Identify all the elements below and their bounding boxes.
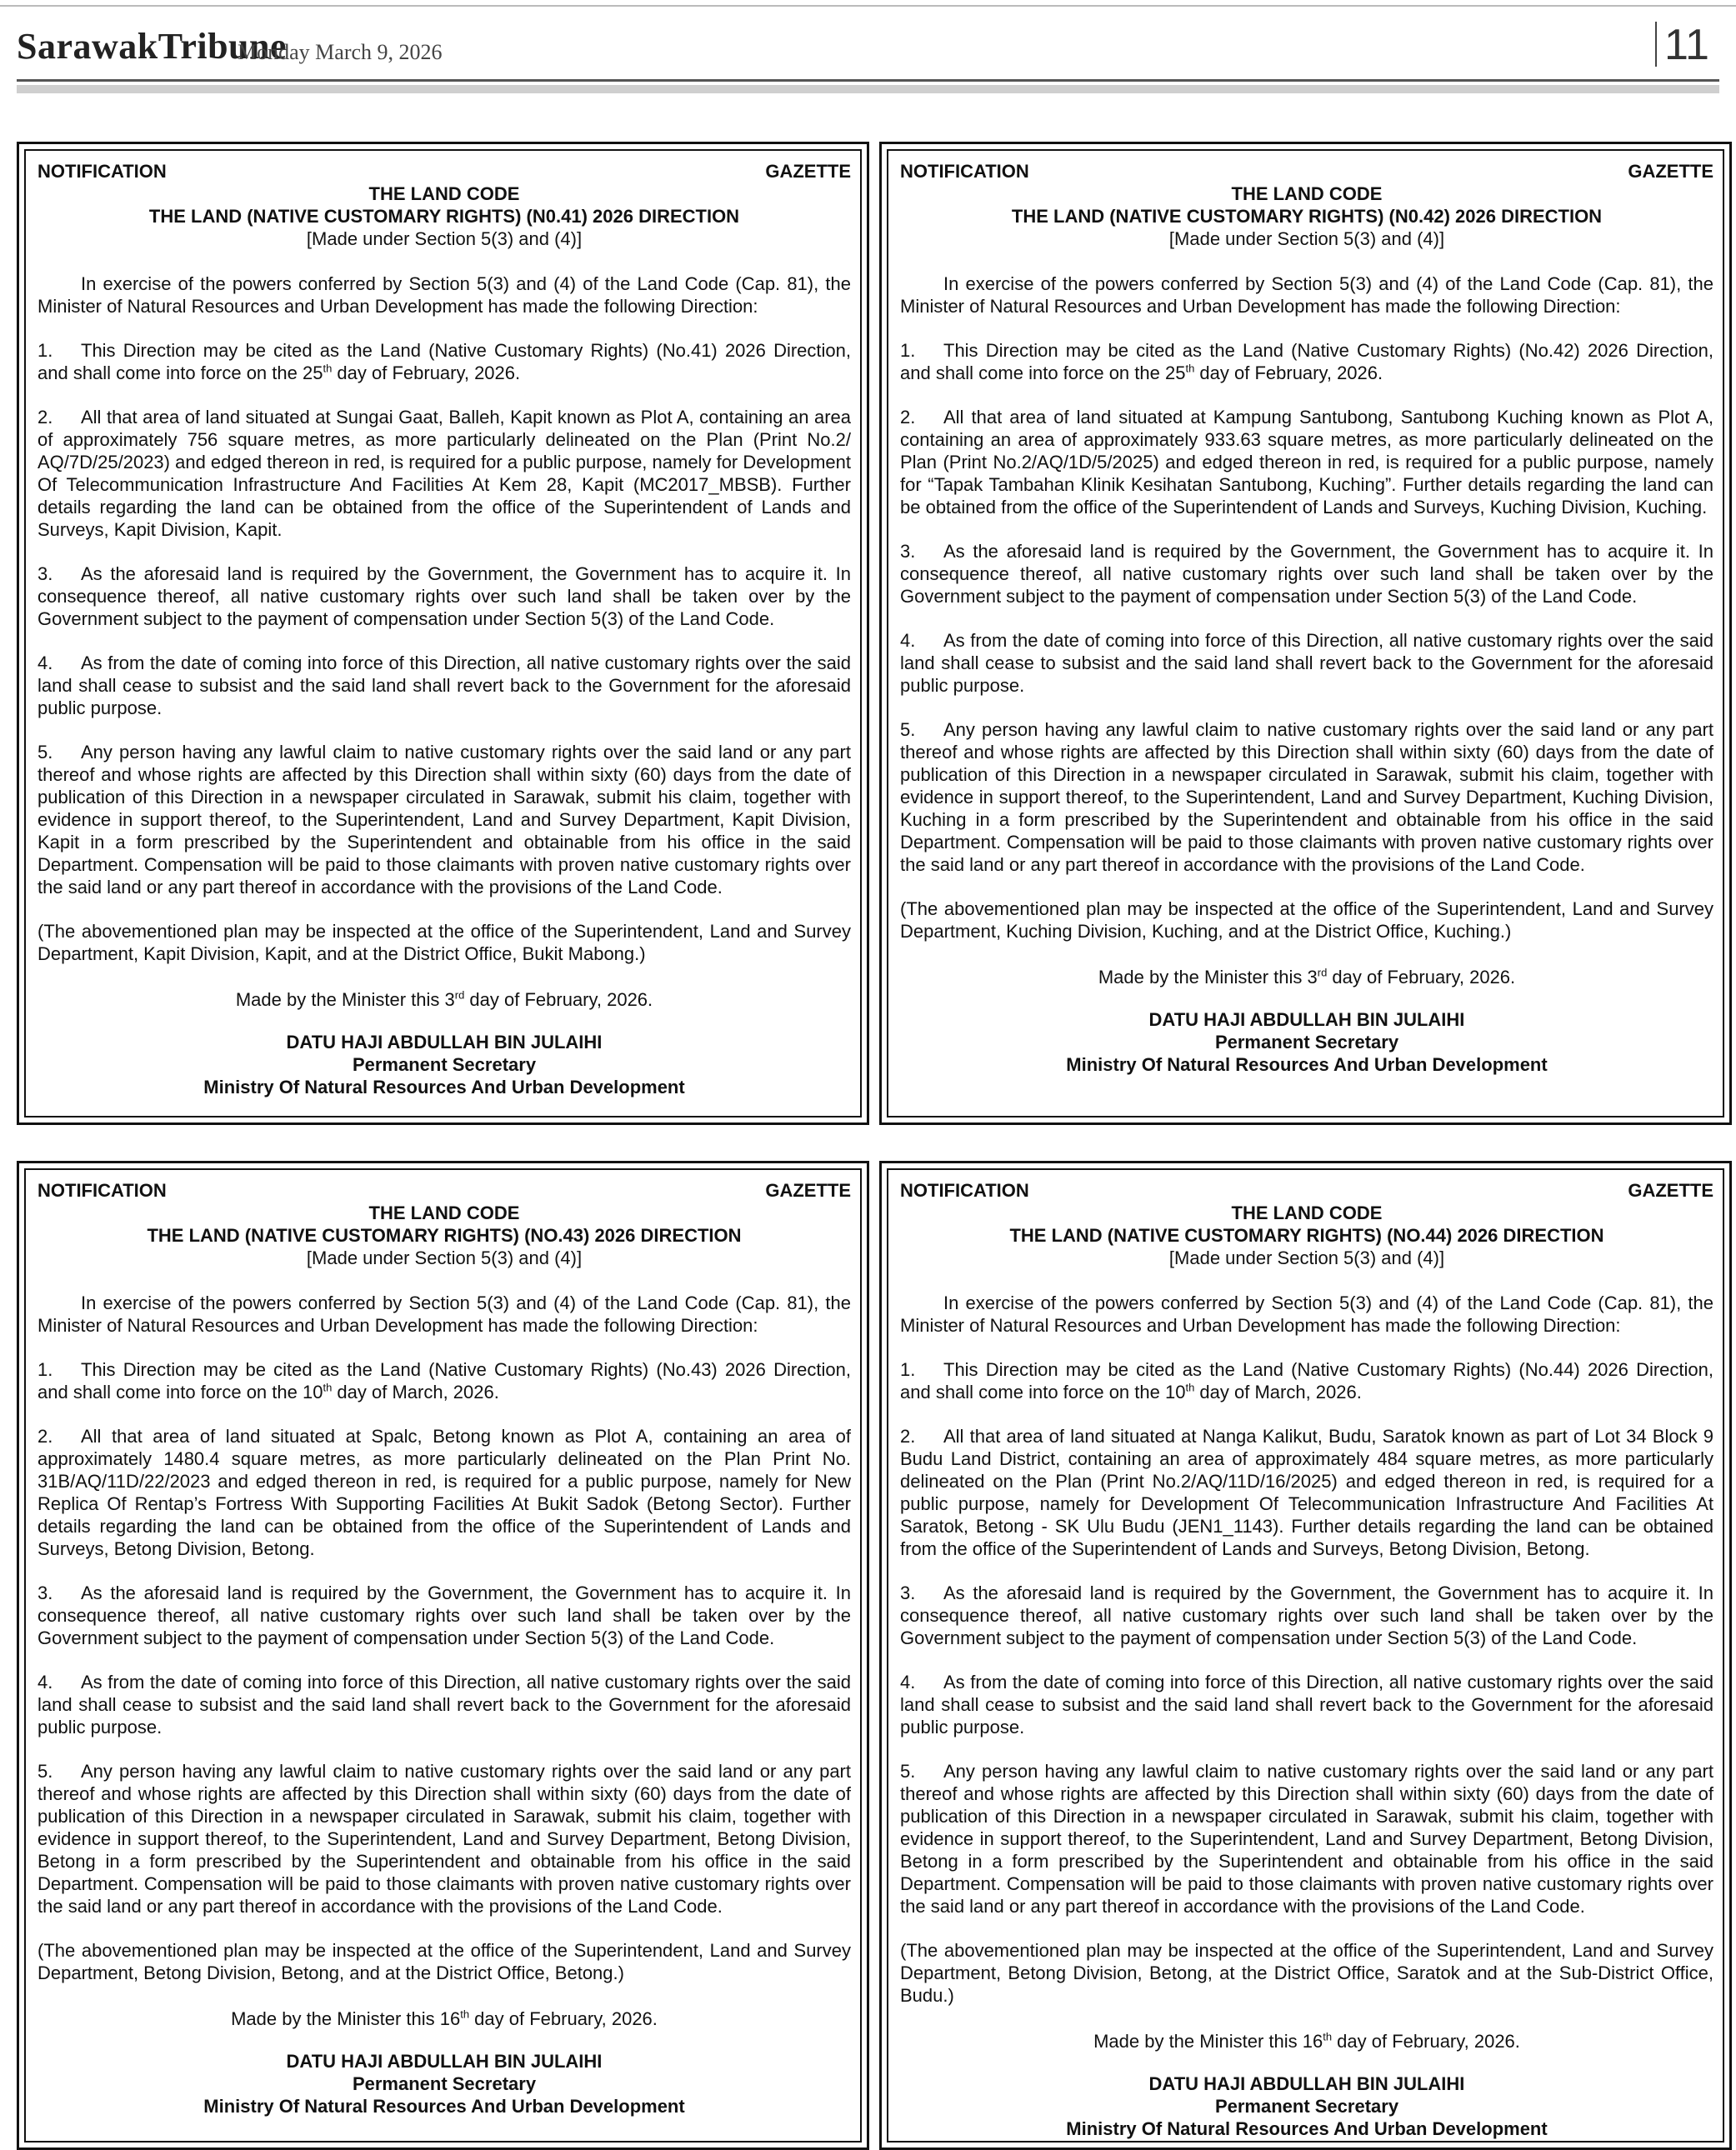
header-rule	[17, 79, 1719, 82]
signatory-title: Permanent Secretary	[1214, 1032, 1399, 1052]
plan-inspection-note: (The abovementioned plan may be inspected at the office of the Superintendent, Land and Survey Department, Betong Division, Betong, and at the District Office, Betong.)	[38, 1940, 851, 1983]
paragraph-text: This Direction may be cited as the Land (Native Customary Rights) (No.42) 2026 Direction, and shall come into force on the 25	[900, 340, 1713, 383]
paragraph-1	[900, 1358, 1713, 1403]
signatory-ministry: Ministry Of Natural Resources And Urban Development	[1066, 2118, 1548, 2139]
paragraph-4	[38, 652, 851, 719]
gazette-label: GAZETTE	[1628, 1180, 1713, 1201]
signatory-name: DATU HAJI ABDULLAH BIN JULAIHI	[286, 1032, 603, 1052]
notice-intro: In exercise of the powers conferred by Section 5(3) and (4) of the Land Code (Cap. 81), the Minister of Natural Resources and Urban Development has made the following Direction:	[38, 1292, 851, 1336]
paragraph-text: As from the date of coming into force of this Direction, all native customary rights over the said land shall cease to subsist and the said land shall revert back to the Government for the aforesaid public purpose.	[38, 652, 851, 718]
paragraph-text-end: day of March, 2026.	[1194, 1382, 1362, 1402]
notice-intro: In exercise of the powers conferred by Section 5(3) and (4) of the Land Code (Cap. 81), the Minister of Natural Resources and Urban Development has made the following Direction:	[900, 1292, 1713, 1336]
signatory-ministry: Ministry Of Natural Resources And Urban Development	[1066, 1054, 1548, 1075]
gazette-label: GAZETTE	[765, 161, 851, 182]
notice-no44	[879, 1161, 1732, 2150]
paragraph-number: 1.	[38, 1359, 53, 1380]
paragraph-text: As from the date of coming into force of this Direction, all native customary rights over the said land shall cease to subsist and the said land shall revert back to the Government for the aforesaid public purpose.	[900, 1672, 1713, 1738]
paragraph-2	[900, 1425, 1713, 1560]
made-by-text-end: day of February, 2026.	[1332, 2031, 1520, 2052]
made-by-text: Made by the Minister this 16	[231, 2008, 461, 2029]
paragraph-number: 1.	[38, 340, 53, 361]
paragraph-text: As from the date of coming into force of this Direction, all native customary rights over the said land shall cease to subsist and the said land shall revert back to the Government for the aforesaid public purpose.	[900, 630, 1713, 696]
paragraph-text-end: day of March, 2026.	[332, 1382, 499, 1402]
paragraph-text-end: day of February, 2026.	[332, 362, 521, 383]
paragraph-3	[38, 1582, 851, 1649]
paragraph-text: All that area of land situated at Nanga Kalikut, Budu, Saratok known as part of Lot 34 Block 9 Budu Land District, containing an area of approximately 484 square metres, as more particularly delineated on the Plan (Print No.2/AQ/11D/16/2025) and edged thereon in red, is required for a public purpose, namely for Development Of Telecommunication Infrastructure And Facilities At Saratok, Betong - SK Ulu Budu (JEN1_1143). Further details regarding the land can be obtained from the office of the Superintendent of Lands and Surveys, Betong Division, Betong.	[900, 1426, 1713, 1559]
page-number-divider	[1655, 22, 1657, 67]
paragraph-number: 2.	[900, 407, 916, 428]
notice-direction-title: THE LAND (NATIVE CUSTOMARY RIGHTS) (N0.42) 2026 DIRECTION	[1011, 206, 1603, 227]
notice-subtitle: [Made under Section 5(3) and (4)]	[306, 228, 583, 249]
paragraph-number: 3.	[38, 563, 53, 584]
paragraph-4	[900, 629, 1713, 697]
plan-inspection-note: (The abovementioned plan may be inspected at the office of the Superintendent, Land and Survey Department, Kapit Division, Kapit, and at the District Office, Bukit Mabong.)	[38, 921, 851, 964]
gazette-label: GAZETTE	[1628, 161, 1713, 182]
made-by-line	[900, 966, 1713, 988]
signatory-name: DATU HAJI ABDULLAH BIN JULAIHI	[1148, 1009, 1465, 1030]
paragraph-number: 4.	[900, 1672, 916, 1692]
made-by-text-end: day of February, 2026.	[1327, 967, 1516, 988]
paragraph-text: Any person having any lawful claim to native customary rights over the said land or any part thereof and whose rights are affected by this Direction shall within sixty (60) days from the date of publication of this Direction in a newspaper circulated in Sarawak, submit his claim, together with evidence in support thereof, to the Superintendent, Land and Survey Department, Kapit Division, Kapit in a form prescribed by the Superintendent and obtainable from his office in the said Department. Compensation will be paid to those claimants with proven native customary rights over the said land or any part thereof in accordance with the provisions of the Land Code.	[38, 742, 851, 898]
paragraph-number: 3.	[38, 1582, 53, 1603]
paragraph-number: 3.	[900, 541, 916, 562]
header-band	[17, 85, 1719, 93]
paragraph-text: As the aforesaid land is required by the Government, the Government has to acquire it. In consequence thereof, all native customary rights over such land shall be taken over by the Government subject to the payment of compensation under Section 5(3) of the Land Code.	[38, 563, 851, 629]
signatory-block	[38, 2050, 851, 2118]
paragraph-2	[38, 1425, 851, 1560]
notice-intro: In exercise of the powers conferred by Section 5(3) and (4) of the Land Code (Cap. 81), the Minister of Natural Resources and Urban Development has made the following Direction:	[38, 273, 851, 317]
paragraph-number: 5.	[38, 742, 53, 762]
paragraph-1	[900, 339, 1713, 384]
page-number: 11	[1664, 21, 1709, 69]
signatory-title: Permanent Secretary	[1214, 2096, 1399, 2117]
made-by-text: Made by the Minister this 3	[1098, 967, 1318, 988]
signatory-ministry: Ministry Of Natural Resources And Urban Development	[203, 1077, 685, 1098]
ordinal-suffix: rd	[1317, 966, 1328, 979]
notice-inner-frame	[24, 1168, 862, 2142]
made-by-text: Made by the Minister this 3	[235, 989, 455, 1010]
signatory-name: DATU HAJI ABDULLAH BIN JULAIHI	[1148, 2073, 1465, 2094]
notice-no42	[879, 142, 1732, 1125]
paragraph-text: Any person having any lawful claim to native customary rights over the said land or any part thereof and whose rights are affected by this Direction shall within sixty (60) days from the date of publication of this Direction in a newspaper circulated in Sarawak, submit his claim, together with evidence in support thereof, to the Superintendent, Land and Survey Department, Betong Division, Betong in a form prescribed by the Superintendent and obtainable from his office in the said Department. Compensation will be paid to those claimants with proven native customary rights over the said land or any part thereof in accordance with the provisions of the Land Code.	[38, 1761, 851, 1917]
notice-no41	[17, 142, 869, 1125]
notice-inner-frame	[887, 149, 1724, 1118]
notification-label: NOTIFICATION	[38, 1180, 167, 1201]
paragraph-text-end: day of February, 2026.	[1194, 362, 1383, 383]
paragraph-text: As the aforesaid land is required by the Government, the Government has to acquire it. In consequence thereof, all native customary rights over such land shall be taken over by the Government subject to the payment of compensation under Section 5(3) of the Land Code.	[38, 1582, 851, 1648]
made-by-line	[38, 988, 851, 1011]
paragraph-text: This Direction may be cited as the Land (Native Customary Rights) (No.41) 2026 Direction, and shall come into force on the 25	[38, 340, 851, 383]
notice-direction-title: THE LAND (NATIVE CUSTOMARY RIGHTS) (NO.43) 2026 DIRECTION	[147, 1225, 742, 1246]
paragraph-text: All that area of land situated at Kampung Santubong, Santubong Kuching known as Plot A, containing an area of approximately 933.63 square metres, as more particularly delineated on the Plan (Print No.2/AQ/1D/5/2025) and edged thereon in red, is required for a public purpose, namely for “Tapak Tambahan Klinik Kesihatan Santubong, Kuching”. Further details regarding the land can be obtained from the office of the Superintendent of Lands and Surveys, Kuching Division, Kuching.	[900, 407, 1713, 518]
paragraph-2	[900, 406, 1713, 518]
notice-inner-frame	[887, 1168, 1724, 2142]
paragraph-number: 4.	[38, 1672, 53, 1692]
paragraph-number: 4.	[38, 652, 53, 673]
paragraph-number: 3.	[900, 1582, 916, 1603]
ordinal-suffix: rd	[454, 988, 465, 1002]
paragraph-number: 1.	[900, 340, 916, 361]
ordinal-suffix: th	[1185, 1381, 1195, 1394]
paragraph-5	[900, 718, 1713, 876]
signatory-block	[38, 1031, 851, 1098]
paragraph-2	[38, 406, 851, 541]
paragraph-text: As from the date of coming into force of this Direction, all native customary rights over the said land shall cease to subsist and the said land shall revert back to the Government for the aforesaid public purpose.	[38, 1672, 851, 1738]
notice-subtitle: [Made under Section 5(3) and (4)]	[306, 1248, 583, 1268]
paragraph-text: This Direction may be cited as the Land (Native Customary Rights) (No.44) 2026 Direction, and shall come into force on the 10	[900, 1359, 1713, 1402]
paragraph-number: 1.	[900, 1359, 916, 1380]
made-by-text-end: day of February, 2026.	[469, 2008, 658, 2029]
paragraph-1	[38, 339, 851, 384]
paragraph-text: Any person having any lawful claim to native customary rights over the said land or any part thereof and whose rights are affected by this Direction shall within sixty (60) days from the date of publication of this Direction in a newspaper circulated in Sarawak, submit his claim, together with evidence in support thereof, to the Superintendent, Land and Survey Department, Betong Division, Betong in a form prescribed by the Superintendent and obtainable from his office in the said Department. Compensation will be paid to those claimants with proven native customary rights over the said land or any part thereof in accordance with the provisions of the Land Code.	[900, 1761, 1713, 1917]
ordinal-suffix: th	[460, 2008, 470, 2021]
paragraph-number: 5.	[900, 1761, 916, 1782]
notice-label-row	[38, 1179, 851, 1202]
made-by-text: Made by the Minister this 16	[1093, 2031, 1323, 2052]
paragraph-4	[900, 1671, 1713, 1738]
paragraph-number: 2.	[900, 1426, 916, 1447]
notice-no43	[17, 1161, 869, 2150]
plan-inspection-note: (The abovementioned plan may be inspected at the office of the Superintendent, Land and Survey Department, Betong Division, Betong, at the District Office, Saratok and at the Sub-District Office, Budu.)	[900, 1940, 1713, 2006]
paragraph-4	[38, 1671, 851, 1738]
paragraph-text: All that area of land situated at Sungai Gaat, Balleh, Kapit known as Plot A, containing an area of approximately 756 square metres, as more particularly delineated on the Plan (Print No.2/ AQ/7D/25/2023) and edged thereon in red, is required for a public purpose, namely for Development Of Telecommunication Infrastructure And Facilities At Kem 28, Kapit (MC2017_MBSB). Further details regarding the land can be obtained from the office of the Superintendent of Lands and Surveys, Kapit Division, Kapit.	[38, 407, 851, 540]
paragraph-text: As the aforesaid land is required by the Government, the Government has to acquire it. In consequence thereof, all native customary rights over such land shall be taken over by the Government subject to the payment of compensation under Section 5(3) of the Land Code.	[900, 1582, 1713, 1648]
paragraph-text: As the aforesaid land is required by the Government, the Government has to acquire it. In consequence thereof, all native customary rights over such land shall be taken over by the Government subject to the payment of compensation under Section 5(3) of the Land Code.	[900, 541, 1713, 607]
notice-label-row	[900, 1179, 1713, 1202]
paragraph-5	[900, 1760, 1713, 1918]
masthead-logo: SarawakTribune	[17, 26, 288, 67]
notice-title: THE LAND CODE	[368, 1202, 520, 1223]
notice-intro: In exercise of the powers conferred by Section 5(3) and (4) of the Land Code (Cap. 81), the Minister of Natural Resources and Urban Development has made the following Direction:	[900, 273, 1713, 317]
notice-label-row	[38, 160, 851, 182]
paragraph-text: Any person having any lawful claim to native customary rights over the said land or any part thereof and whose rights are affected by this Direction shall within sixty (60) days from the date of publication of this Direction in a newspaper circulated in Sarawak, submit his claim, together with evidence in support thereof, to the Superintendent, Land and Survey Department, Kuching Division, Kuching in a form prescribed by the Superintendent and obtainable from his office in the said Department. Compensation will be paid to those claimants with proven native customary rights over the said land or any part thereof in accordance with the provisions of the Land Code.	[900, 719, 1713, 875]
signatory-block	[900, 2072, 1713, 2140]
notice-label-row	[900, 160, 1713, 182]
paragraph-5	[38, 741, 851, 898]
paragraph-number: 2.	[38, 1426, 53, 1447]
paragraph-1	[38, 1358, 851, 1403]
paragraph-number: 5.	[900, 719, 916, 740]
signatory-title: Permanent Secretary	[352, 2073, 537, 2094]
paragraph-number: 2.	[38, 407, 53, 428]
ordinal-suffix: th	[1185, 362, 1195, 375]
gazette-label: GAZETTE	[765, 1180, 851, 1201]
notice-subtitle: [Made under Section 5(3) and (4)]	[1168, 1248, 1445, 1268]
paragraph-3	[38, 562, 851, 630]
ordinal-suffix: th	[323, 362, 333, 375]
page-header	[0, 7, 1736, 82]
paragraph-number: 4.	[900, 630, 916, 651]
made-by-line	[38, 2008, 851, 2030]
paragraph-3	[900, 540, 1713, 608]
notice-title: THE LAND CODE	[1231, 1202, 1383, 1223]
notification-label: NOTIFICATION	[900, 161, 1029, 182]
paragraph-3	[900, 1582, 1713, 1649]
made-by-text-end: day of February, 2026.	[464, 989, 653, 1010]
notification-label: NOTIFICATION	[900, 1180, 1029, 1201]
paragraph-text: All that area of land situated at Spalc, Betong known as Plot A, containing an area of approximately 1480.4 square metres, as more particularly delineated on the Plan Print No. 31B/AQ/11D/22/2023 and edged thereon in red, is required for a public purpose, namely for New Replica Of Rentap’s Fortress With Supporting Facilities At Bukit Sadok (Betong Sector). Further details regarding the land can be obtained from the office of the Superintendent of Lands and Surveys, Betong Division, Betong.	[38, 1426, 851, 1559]
signatory-block	[900, 1008, 1713, 1076]
paragraph-number: 5.	[38, 1761, 53, 1782]
notice-title: THE LAND CODE	[1231, 183, 1383, 204]
signatory-name: DATU HAJI ABDULLAH BIN JULAIHI	[286, 2051, 603, 2072]
notification-label: NOTIFICATION	[38, 161, 167, 182]
ordinal-suffix: th	[323, 1381, 333, 1394]
plan-inspection-note: (The abovementioned plan may be inspected at the office of the Superintendent, Land and Survey Department, Kuching Division, Kuching, and at the District Office, Kuching.)	[900, 898, 1713, 942]
signatory-title: Permanent Secretary	[352, 1054, 537, 1075]
paragraph-text: This Direction may be cited as the Land (Native Customary Rights) (No.43) 2026 Direction, and shall come into force on the 10	[38, 1359, 851, 1402]
paragraph-5	[38, 1760, 851, 1918]
issue-date: Monday March 9, 2026	[238, 40, 443, 64]
made-by-line	[900, 2030, 1713, 2052]
signatory-ministry: Ministry Of Natural Resources And Urban Development	[203, 2096, 685, 2117]
notice-direction-title: THE LAND (NATIVE CUSTOMARY RIGHTS) (NO.44) 2026 DIRECTION	[1009, 1225, 1604, 1246]
notice-inner-frame	[24, 149, 862, 1118]
ordinal-suffix: th	[1323, 2030, 1333, 2043]
notice-direction-title: THE LAND (NATIVE CUSTOMARY RIGHTS) (N0.41) 2026 DIRECTION	[148, 206, 740, 227]
notice-subtitle: [Made under Section 5(3) and (4)]	[1168, 228, 1445, 249]
notice-title: THE LAND CODE	[368, 183, 520, 204]
